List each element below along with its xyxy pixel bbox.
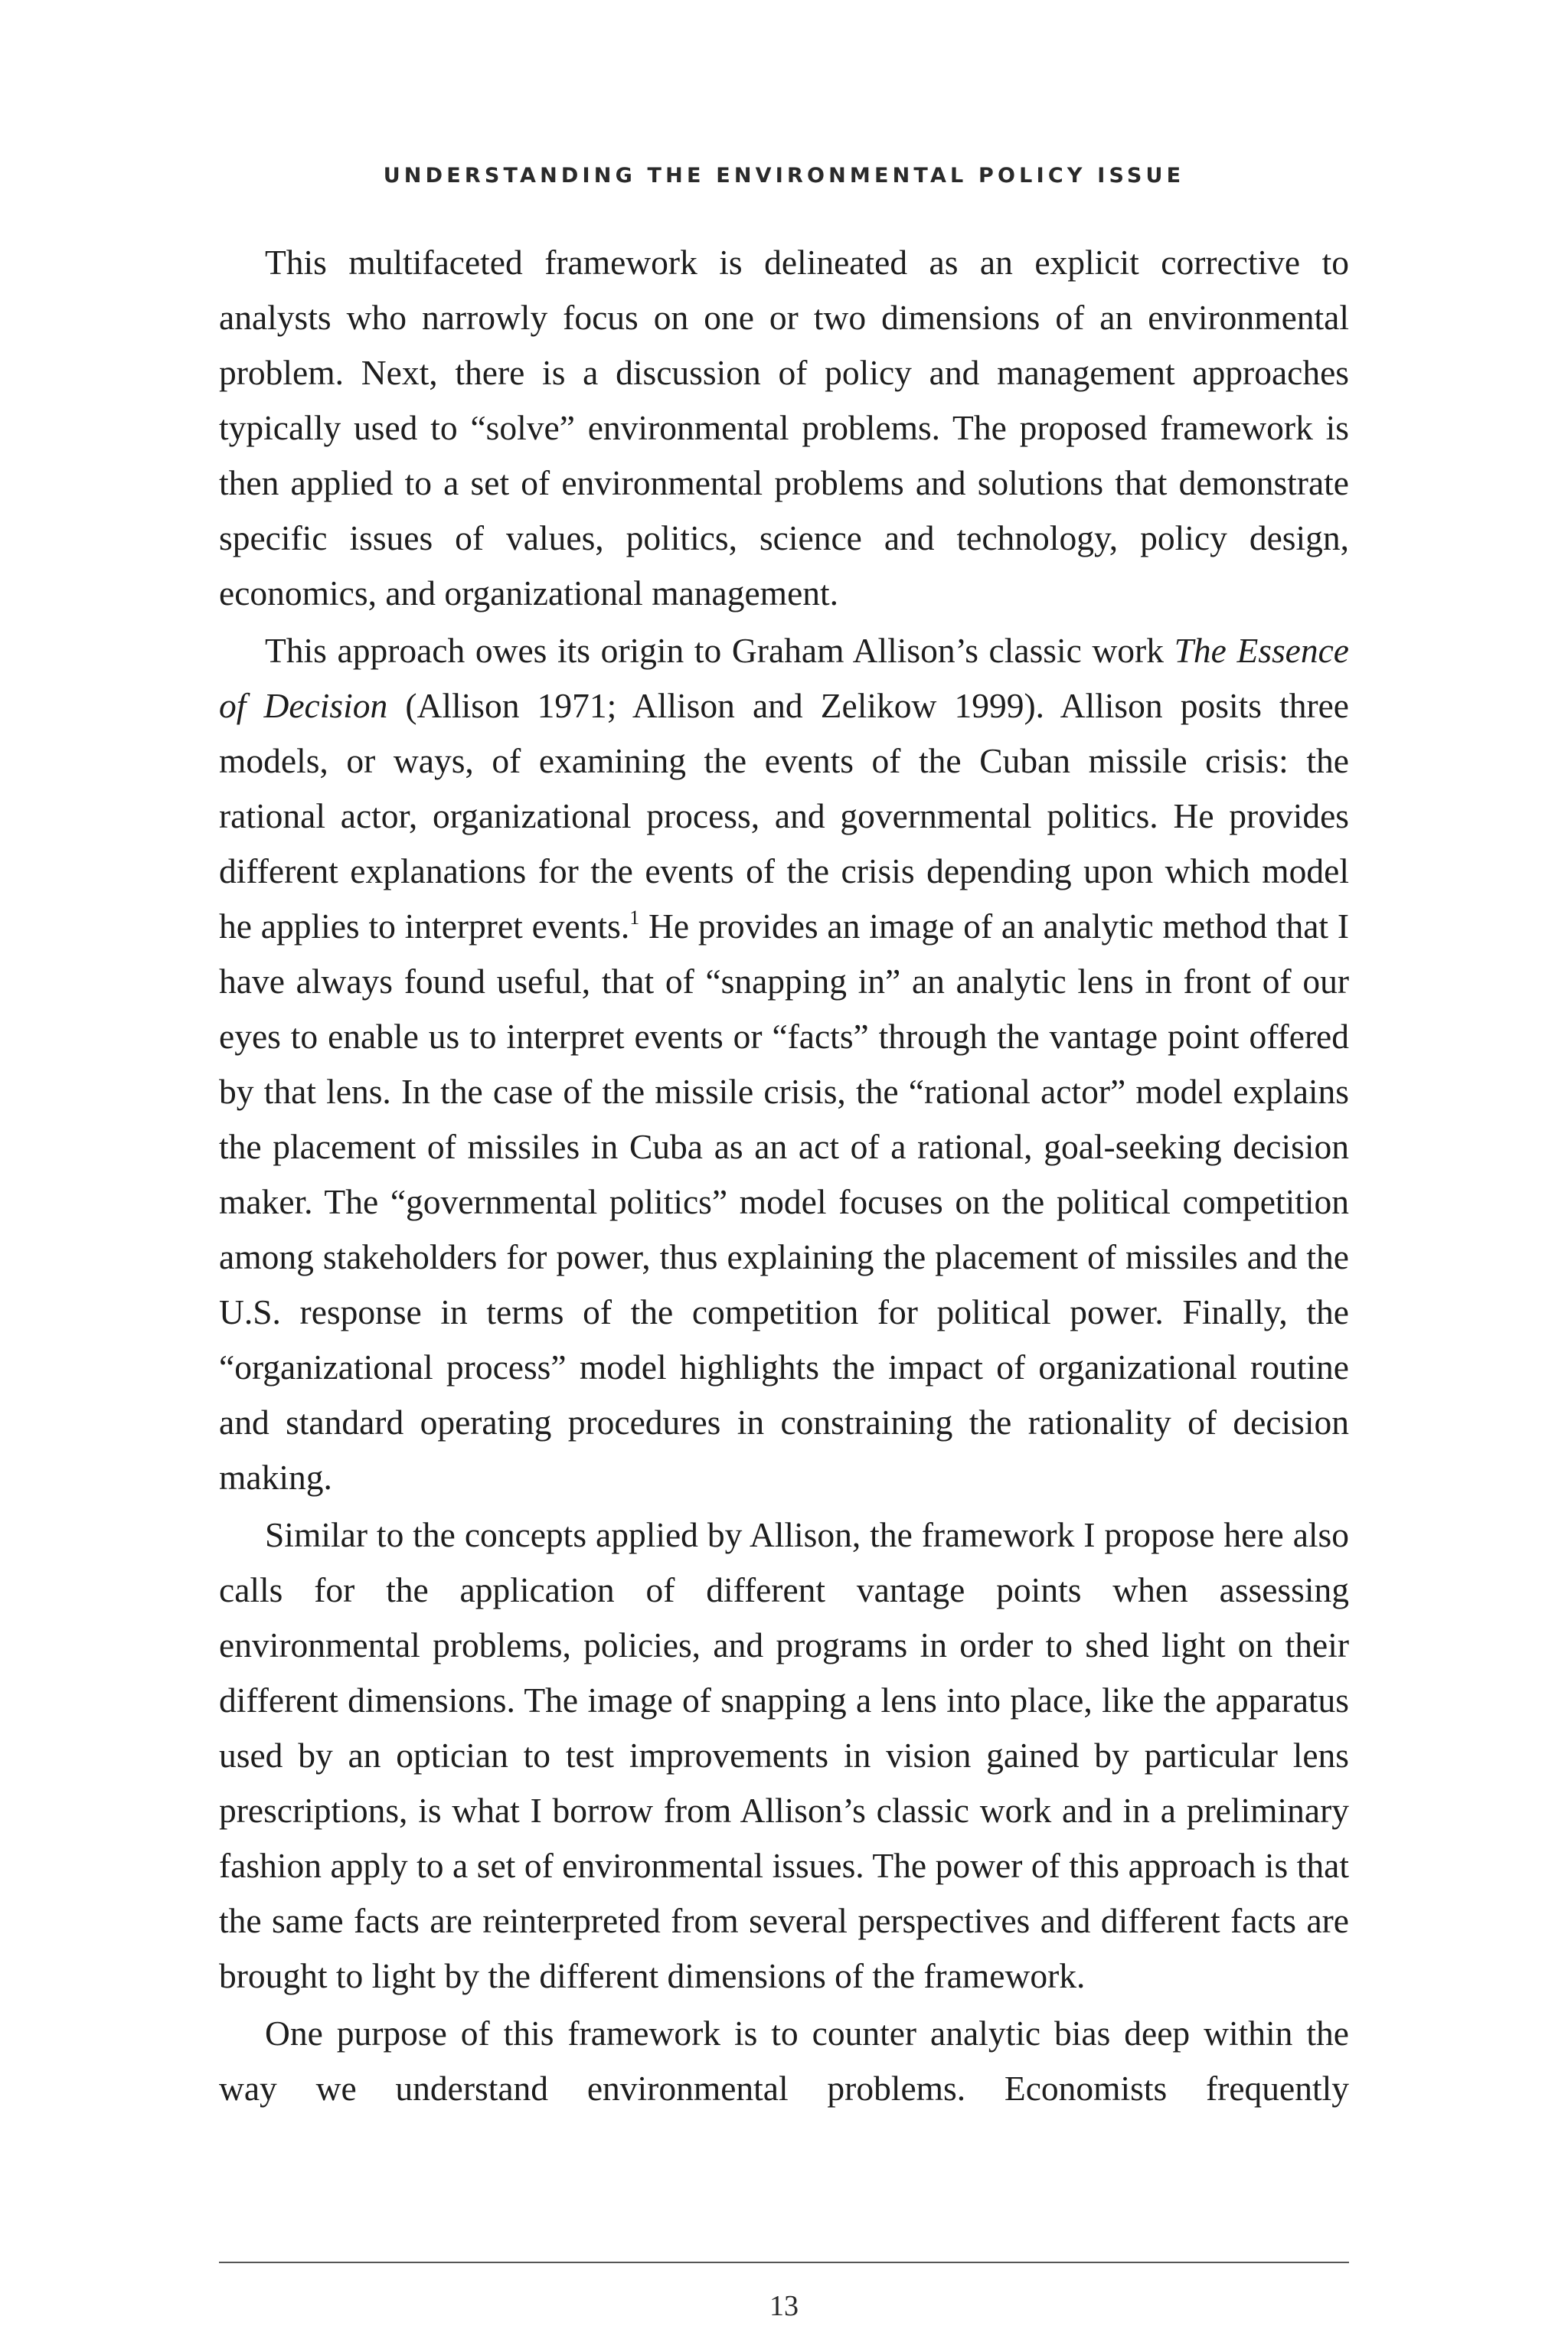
body-text xyxy=(219,235,1349,2116)
paragraph-2-text-b: (Allison 1971; Allison and Zelikow 1999). Allison posits three models, or ways, of examining the events of the Cuban missile crisis: the rational actor, organizational process, and governmental politics. He provides different explanations for the events of the crisis depending upon which model he applies to interpret events. xyxy=(219,686,1349,946)
paragraph-2 xyxy=(219,623,1349,1505)
paragraph-3: Similar to the concepts applied by Allison, the framework I propose here also calls for the application of different vantage points when assessing environmental problems, policies, and programs in order to shed light on their different dimensions. The image of snapping a lens into place, like the apparatus used by an optician to test improvements in vision gained by particular lens prescriptions, is what I borrow from Allison’s classic work and in a preliminary fashion apply to a set of environmental issues. The power of this approach is that the same facts are reinterpreted from several perspectives and different facts are brought to light by the different dimensions of the framework. xyxy=(219,1515,1349,1995)
footnote-marker: 1 xyxy=(629,906,640,929)
footer-rule xyxy=(219,2262,1349,2263)
page-number: 13 xyxy=(769,2290,799,2322)
paragraph-4: One purpose of this framework is to counter analytic bias deep within the way we understand environmental problems. Economists frequently xyxy=(219,2014,1349,2108)
running-head: UNDERSTANDING THE ENVIRONMENTAL POLICY ISSUE xyxy=(383,164,1185,188)
paragraph-2-text-a: This approach owes its origin to Graham Allison’s classic work xyxy=(265,631,1174,670)
paragraph-2-text-c: He provides an image of an analytic method that I have always found useful, that of “snapping in” an analytic lens in front of our eyes to enable us to interpret events or “facts” through the vantage point offered by that lens. In the case of the missile crisis, the “rational actor” model explains the placement of missiles in Cuba as an act of a rational, goal-seeking decision maker. The “governmental politics” model focuses on the political competition among stakeholders for power, thus explaining the placement of missiles and the U.S. response in terms of the competition for political power. Finally, the “organizational process” model highlights the impact of organizational routine and standard operating procedures in constraining the rationality of decision making. xyxy=(219,906,1349,1497)
book-title: The Essence of Decision xyxy=(219,631,1349,725)
paragraph-1: This multifaceted framework is delineated as an explicit corrective to analysts who narrowly focus on one or two dimensions of an environmental problem. Next, there is a discussion of policy and management approaches typically used to “solve” environmental problems. The proposed framework is then applied to a set of environmental problems and solutions that demonstrate specific issues of values, politics, science and technology, policy design, economics, and organizational management. xyxy=(219,243,1349,612)
